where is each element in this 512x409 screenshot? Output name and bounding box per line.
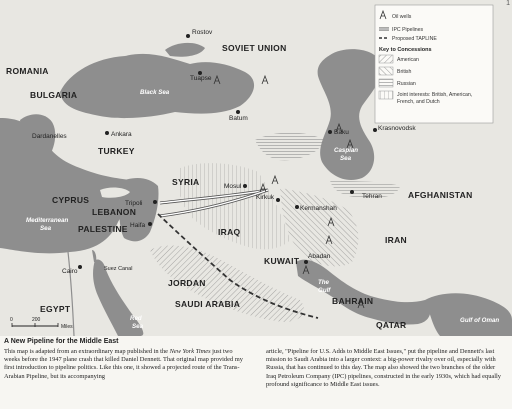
city-dot — [105, 131, 109, 135]
city-dot — [243, 184, 247, 188]
city-dot — [295, 205, 299, 209]
label-lebanon: LEBANON — [92, 207, 137, 217]
city-dot — [350, 190, 354, 194]
legend-ipc-pipelines: IPC Pipelines — [392, 27, 424, 33]
city-dot — [328, 130, 332, 134]
legend-proposed-tapline: Proposed TAPLINE — [392, 36, 437, 42]
label-caspian-sea-1: Caspian — [334, 147, 359, 154]
legend-american: American — [397, 57, 419, 63]
city-dot — [304, 260, 308, 264]
label-the-gulf-2: Gulf — [318, 287, 331, 294]
city-dot — [236, 110, 240, 114]
label-cairo: Cairo — [62, 268, 78, 275]
caption-left-italic: New York Times — [169, 348, 211, 355]
label-kirkuk: Kirkuk — [256, 194, 275, 201]
label-kermanshah: Kermanshah — [300, 205, 337, 212]
label-tripoli: Tripoli — [125, 200, 143, 207]
label-soviet-union: SOVIET UNION — [222, 43, 287, 53]
label-red-sea-1: Red — [130, 315, 142, 322]
legend-british: British — [397, 69, 412, 75]
label-tehran: Tehran — [362, 193, 382, 200]
label-ankara: Ankara — [111, 131, 132, 138]
label-palestine: PALESTINE — [78, 224, 128, 234]
label-caspian-sea-2: Sea — [340, 155, 352, 162]
label-romania: ROMANIA — [6, 66, 49, 76]
city-dot — [186, 34, 190, 38]
caption-title: A New Pipeline for the Middle East — [4, 338, 119, 345]
caption-left-text-2: just two weeks before the 1947 plane crash that killed Daniel Dennett. That original map provided my first introduction to pipeline politics. Like this one, it showed a projected route of the Trans-Arabian Pipeline, but its accompanying — [4, 348, 243, 380]
legend-key-heading: Key to Concessions — [379, 47, 432, 53]
label-haifa: Haifa — [130, 222, 146, 229]
caption-left-column — [4, 348, 244, 381]
label-black-sea: Black Sea — [140, 89, 170, 96]
label-syria: SYRIA — [172, 177, 200, 187]
label-abadan: Abadan — [308, 253, 331, 260]
label-mediterranean-sea-1: Mediterranean — [26, 217, 69, 224]
city-dot — [148, 222, 152, 226]
label-jordan: JORDAN — [168, 278, 206, 288]
legend — [375, 5, 493, 123]
legend-oil-wells: Oil wells — [392, 14, 412, 20]
city-dot — [276, 198, 280, 202]
label-tuapse: Tuapse — [190, 75, 212, 82]
label-krasnovodsk: Krasnovodsk — [378, 125, 416, 132]
legend-joint-1: Joint interests: British, American, — [397, 92, 473, 98]
scale-zero: 0 — [10, 317, 13, 323]
label-bahrain: BAHRAIN — [332, 296, 374, 306]
city-dot — [78, 265, 82, 269]
page-number: 1 — [506, 0, 510, 7]
scale-unit: Miles — [61, 324, 73, 330]
label-gulf-of-oman: Gulf of Oman — [460, 317, 500, 324]
city-dot — [373, 128, 377, 132]
label-kuwait: KUWAIT — [264, 256, 300, 266]
label-cyprus: CYPRUS — [52, 195, 90, 205]
label-batum: Batum — [229, 115, 248, 122]
label-saudi-arabia: SAUDI ARABIA — [175, 299, 241, 309]
label-dardanelles: Dardanelles — [32, 133, 67, 140]
caption-left-text-1: This map is adapted from an extraordinary map published in the — [4, 348, 170, 355]
city-dot — [153, 200, 157, 204]
label-baku: Baku — [334, 129, 349, 136]
label-egypt: EGYPT — [40, 304, 71, 314]
label-bulgaria: BULGARIA — [30, 90, 78, 100]
map-caption — [4, 338, 508, 408]
label-qatar: QATAR — [376, 320, 407, 330]
label-iran: IRAN — [385, 235, 407, 245]
caption-right-column: article, "Pipeline for U.S. Adds to Middle East Issues," put the pipeline and Dennett's last mission to Saudi Arabia into a larger context: a big-power rivalry over oil, especially with Russia, that has continued to this day. The map also showed the two branches of the older Iraq Petroleum Company (IPC) pipelines, constructed in the early 1930s, which had equally profound significance to Middle East issues. — [266, 348, 501, 388]
label-afghanistan: AFGHANISTAN — [408, 190, 473, 200]
label-the-gulf-1: The — [318, 279, 330, 286]
legend-russian: Russian — [397, 81, 416, 87]
label-red-sea-2: Sea — [132, 323, 144, 330]
label-turkey: TURKEY — [98, 146, 135, 156]
label-rostov: Rostov — [192, 29, 213, 36]
legend-joint-2: French, and Dutch — [397, 99, 440, 105]
scale-200: 200 — [32, 317, 41, 323]
label-mosul: Mosul — [224, 183, 242, 190]
label-iraq: IRAQ — [218, 227, 241, 237]
label-suez-canal: Suez Canal — [104, 266, 133, 272]
label-mediterranean-sea-2: Sea — [40, 225, 52, 232]
